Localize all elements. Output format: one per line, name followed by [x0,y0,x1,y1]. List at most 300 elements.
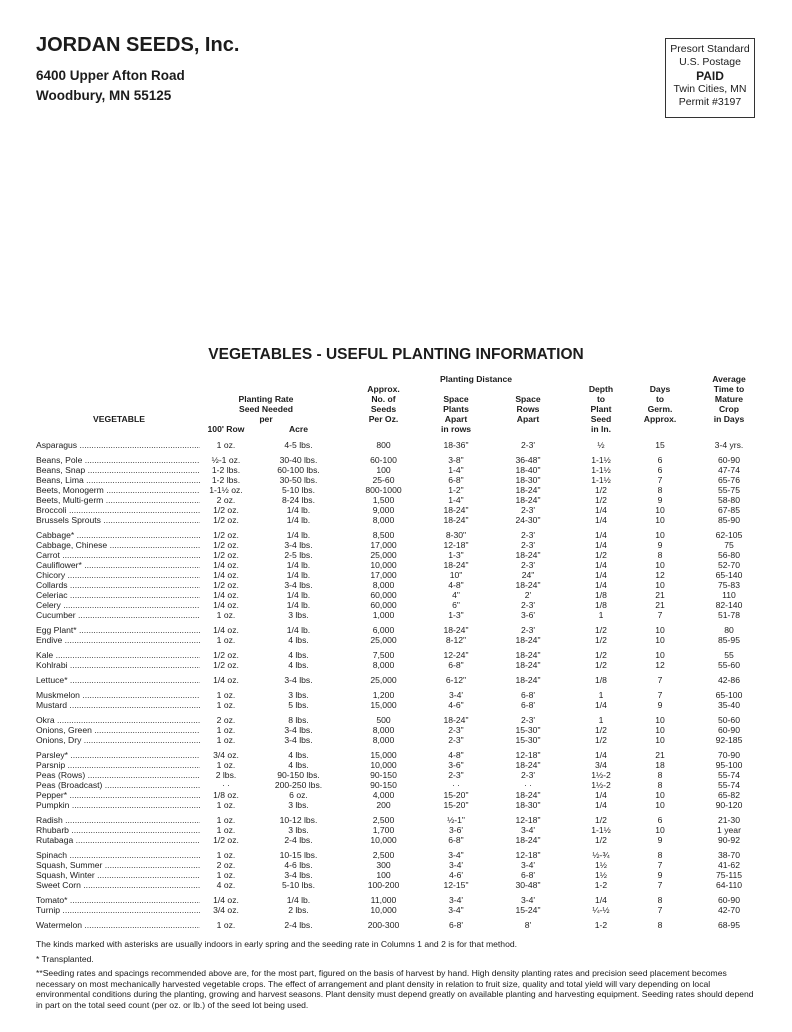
cell-seeds-per-oz: 15,000 [370,750,397,760]
table-row [36,825,760,835]
table-row [36,485,760,495]
note-seeding-rates: **Seeding rates and spacings recommended above are, for the most part, figured on the basis of harvest by hand. High density planting rates and precision seed placement becomes necessary on most mechanically harvested vegetable crops. The effect of arrangement and plant density in relation to fruit size, quality and total yield will vary depending on local environmental conditions during the planting, growing and harvest seasons. Plant density must depend greatly on available planting and harvesting equipment. Seeding rates should depend in part on the total seed count (per oz. or lb.) of the seed lot being used. [36,968,754,1010]
vegetable-name: Cauliflower* ..... [36,560,200,570]
cell-rate-100ft-row: 1 oz. [216,825,236,835]
cell-seeds-per-oz: 10,000 [370,835,397,845]
cell-space-rows: 24" [521,570,535,580]
cell-depth: 1/8 [595,590,607,600]
header-germ-days: Days to Germ. Approx. [643,384,677,424]
cell-germ-days: 8 [657,780,663,790]
cell-seeds-per-oz: 9,000 [372,505,395,515]
cell-space-rows: 3-6' [520,610,536,620]
cell-rate-acre: 2-4 lbs. [284,920,313,930]
cell-rate-100ft-row: 3/4 oz. [213,750,239,760]
cell-rate-acre: 6 oz. [289,790,308,800]
cell-depth: 1/4 [595,560,607,570]
cell-depth: ¼-½ [592,905,610,915]
cell-mature-days: 55-74 [718,770,740,780]
cell-rate-acre: 200-250 lbs. [274,780,323,790]
cell-rate-acre: 10-15 lbs. [279,850,318,860]
cell-space-rows: · · [523,780,533,790]
cell-depth: 1/4 [595,530,607,540]
cell-space-rows: 2-3' [520,530,536,540]
table-row [36,700,760,710]
vegetable-name: Squash, Winter ..... [36,870,200,880]
cell-seeds-per-oz: 8,000 [372,515,395,525]
cell-space-rows: 24-30" [515,515,541,525]
cell-rate-100ft-row: 1/4 oz. [213,560,239,570]
table-row [36,735,760,745]
cell-rate-100ft-row: 1/4 oz. [213,600,239,610]
cell-rate-acre: 1/4 lb. [286,560,311,570]
cell-mature-days: 62-105 [715,530,743,540]
cell-space-plants: ½-1" [447,815,465,825]
cell-depth: 1 [598,690,604,700]
cell-space-plants: 18-24" [443,715,469,725]
cell-depth: 1/4 [595,515,607,525]
cell-seeds-per-oz: 15,000 [370,700,397,710]
table-row [36,635,760,645]
cell-space-plants: 18-24" [443,560,469,570]
cell-space-rows: 18-24" [515,650,541,660]
vegetable-name: Peas (Rows) ..... [36,770,200,780]
cell-rate-acre: 3-4 lbs. [284,735,313,745]
cell-space-plants: 4-8" [448,580,464,590]
cell-depth: ½ [597,440,605,450]
cell-rate-acre: 10-12 lbs. [279,815,318,825]
cell-depth: 1/2 [595,725,607,735]
cell-germ-days: 10 [655,560,665,570]
vegetable-name: Muskmelon ..... [36,690,200,700]
vegetable-name: Beets, Monogerm ..... [36,485,200,495]
cell-germ-days: 9 [657,540,663,550]
table-row [36,750,760,760]
cell-mature-days: 65-140 [715,570,743,580]
cell-depth: 1/4 [595,895,607,905]
cell-mature-days: 42-86 [718,675,740,685]
cell-germ-days: 8 [657,920,663,930]
vegetable-name: Lettuce* ..... [36,675,200,685]
cell-rate-100ft-row: 2 oz. [216,860,236,870]
table-row [36,860,760,870]
table-row [36,815,760,825]
vegetable-name: Parsnip ..... [36,760,200,770]
cell-rate-100ft-row: 1/2 oz. [213,515,239,525]
vegetable-name: Beans, Lima ..... [36,475,200,485]
vegetable-name: Carrot ..... [36,550,200,560]
cell-germ-days: 9 [657,495,663,505]
cell-rate-100ft-row: 1 oz. [216,690,236,700]
cell-seeds-per-oz: 500 [376,715,391,725]
cell-mature-days: 56-80 [718,550,740,560]
cell-space-plants: 18-36" [443,440,469,450]
cell-space-plants: 18-24" [443,505,469,515]
cell-rate-acre: 2-5 lbs. [284,550,313,560]
table-row [36,600,760,610]
cell-rate-100ft-row: 1 oz. [216,920,236,930]
vegetable-name: Turnip ..... [36,905,200,915]
cell-rate-100ft-row: 2 oz. [216,715,236,725]
cell-rate-100ft-row: 2 lbs. [215,770,237,780]
cell-germ-days: 10 [655,735,665,745]
cell-germ-days: 7 [657,905,663,915]
cell-germ-days: 7 [657,860,663,870]
cell-seeds-per-oz: 6,000 [372,625,395,635]
table-row [36,465,760,475]
cell-rate-100ft-row: 1/2 oz. [213,530,239,540]
vegetable-name: Beans, Pole ..... [36,455,200,465]
cell-rate-acre: 4 lbs. [288,660,309,670]
cell-rate-acre: 2 lbs. [288,905,309,915]
cell-rate-100ft-row: 1-2 lbs. [211,465,241,475]
cell-seeds-per-oz: 4,000 [372,790,395,800]
cell-rate-acre: 1/4 lb. [286,600,311,610]
cell-germ-days: 10 [655,625,665,635]
cell-germ-days: 7 [657,690,663,700]
cell-rate-100ft-row: 1 oz. [216,635,236,645]
cell-germ-days: 21 [655,600,665,610]
cell-depth: 1-1½ [591,475,611,485]
vegetable-name: Asparagus ..... [36,440,200,450]
cell-rate-100ft-row: 2 oz. [216,495,236,505]
vegetable-name: Pepper* ..... [36,790,200,800]
cell-germ-days: 10 [655,725,665,735]
vegetable-name: Cucumber ..... [36,610,200,620]
vegetable-name: Radish ..... [36,815,200,825]
table-row [36,800,760,810]
cell-germ-days: 7 [657,610,663,620]
cell-rate-acre: 4 lbs. [288,760,309,770]
cell-space-rows: 2-3' [520,440,536,450]
cell-rate-100ft-row: 1 oz. [216,760,236,770]
cell-mature-days: 51-78 [718,610,740,620]
cell-space-rows: 15-30" [515,725,541,735]
cell-mature-days: 90-120 [715,800,743,810]
cell-space-plants: 6-8" [448,475,464,485]
cell-space-rows: 18-24" [515,835,541,845]
cell-rate-acre: 1/4 lb. [286,505,311,515]
cell-rate-100ft-row: 1/2 oz. [213,550,239,560]
cell-seeds-per-oz: 60,000 [370,600,397,610]
table-row [36,570,760,580]
cell-space-rows: 6-8' [520,870,536,880]
cell-mature-days: 3-4 yrs. [714,440,744,450]
cell-mature-days: 70-90 [718,750,740,760]
cell-space-plants: 4" [452,590,460,600]
cell-seeds-per-oz: 8,000 [372,660,395,670]
cell-mature-days: 1 year [717,825,741,835]
cell-mature-days: 55-75 [718,485,740,495]
cell-germ-days: 8 [657,485,663,495]
cell-rate-acre: 60-100 lbs. [277,465,320,475]
cell-germ-days: 9 [657,700,663,710]
cell-space-plants: 1-2" [448,485,464,495]
cell-germ-days: 10 [655,715,665,725]
cell-rate-acre: 3-4 lbs. [284,725,313,735]
cell-space-plants: 8-12" [445,635,467,645]
cell-rate-100ft-row: 1 oz. [216,440,236,450]
cell-rate-100ft-row: 1-1½ oz. [209,485,243,495]
cell-rate-100ft-row: 1/2 oz. [213,540,239,550]
cell-space-rows: 18-24" [515,550,541,560]
cell-depth: 1/4 [595,800,607,810]
cell-rate-100ft-row: 1 oz. [216,815,236,825]
cell-space-rows: 18-24" [515,660,541,670]
cell-seeds-per-oz: 17,000 [370,570,397,580]
cell-depth: 1/2 [595,835,607,845]
cell-rate-acre: 4-5 lbs. [284,440,313,450]
vegetable-name: Beans, Snap ..... [36,465,200,475]
cell-space-plants: 18-24" [443,625,469,635]
cell-rate-acre: 3 lbs. [288,800,309,810]
table-row [36,660,760,670]
cell-depth: 1/4 [595,750,607,760]
cell-depth: 1/4 [595,540,607,550]
cell-space-plants: 12-18" [443,540,469,550]
table-row [36,835,760,845]
cell-depth: 1-2 [594,880,608,890]
table-row [36,530,760,540]
cell-seeds-per-oz: 8,500 [372,530,395,540]
cell-mature-days: 50-60 [718,715,740,725]
cell-depth: 1/4 [595,570,607,580]
cell-seeds-per-oz: 11,000 [370,895,397,905]
cell-space-rows: 30-48" [515,880,541,890]
header-acre: Acre [288,424,309,434]
cell-seeds-per-oz: 2,500 [372,815,395,825]
cell-seeds-per-oz: 7,500 [372,650,395,660]
cell-mature-days: 35-40 [718,700,740,710]
cell-rate-100ft-row: 1 oz. [216,610,236,620]
cell-space-plants: 3-8" [448,455,464,465]
table-row [36,690,760,700]
table-row [36,610,760,620]
cell-seeds-per-oz: 200 [376,800,391,810]
cell-rate-100ft-row: 1/4 oz. [213,895,239,905]
table-row [36,650,760,660]
cell-space-plants: 6-8" [448,660,464,670]
cell-mature-days: 68-95 [718,920,740,930]
vegetable-name: Pumpkin ..... [36,800,200,810]
cell-rate-acre: 1/4 lb. [286,530,311,540]
cell-rate-acre: 4 lbs. [288,650,309,660]
cell-germ-days: 15 [655,440,665,450]
cell-rate-100ft-row: 1/2 oz. [213,660,239,670]
table-row [36,625,760,635]
cell-rate-100ft-row: 1/2 oz. [213,580,239,590]
cell-seeds-per-oz: 300 [376,860,391,870]
cell-seeds-per-oz: 10,000 [370,560,397,570]
cell-space-plants: 18-24" [443,515,469,525]
cell-space-rows: 6-8' [520,700,536,710]
cell-rate-100ft-row: 1 oz. [216,800,236,810]
cell-depth: 1/4 [595,700,607,710]
cell-mature-days: 82-140 [715,600,743,610]
cell-mature-days: 64-110 [715,880,743,890]
cell-mature-days: 52-70 [718,560,740,570]
cell-depth: 1/2 [595,660,607,670]
vegetable-name: Peas (Broadcast) ..... [36,780,200,790]
cell-seeds-per-oz: 1,200 [372,690,395,700]
cell-depth: 1½ [595,860,607,870]
cell-rate-acre: 4-6 lbs. [284,860,313,870]
cell-seeds-per-oz: 8,000 [372,725,395,735]
table-row [36,580,760,590]
vegetable-name: Rutabaga ..... [36,835,200,845]
cell-depth: 1½-2 [591,780,611,790]
cell-rate-acre: 1/4 lb. [286,570,311,580]
cell-mature-days: 80 [724,625,734,635]
vegetable-name: Squash, Summer ..... [36,860,200,870]
header-100ft-row: 100' Row [207,424,245,434]
cell-seeds-per-oz: 17,000 [370,540,397,550]
cell-space-rows: 15-30" [515,735,541,745]
cell-rate-100ft-row: ½-1 oz. [211,455,241,465]
cell-germ-days: 21 [655,590,665,600]
cell-space-rows: 18-24" [515,635,541,645]
cell-depth: 1-1½ [591,455,611,465]
vegetable-name: Watermelon ..... [36,920,200,930]
table-row [36,515,760,525]
cell-germ-days: 6 [657,465,663,475]
cell-space-plants: 4-6' [448,870,464,880]
cell-germ-days: 8 [657,770,663,780]
cell-depth: 1/4 [595,505,607,515]
cell-space-plants: 1-4" [448,465,464,475]
cell-space-plants: 3-6' [448,825,464,835]
table-row [36,505,760,515]
cell-rate-acre: 5 lbs. [288,700,309,710]
postage-indicia [665,38,755,118]
cell-mature-days: 92-185 [715,735,743,745]
cell-rate-acre: 1/4 lb. [286,895,311,905]
cell-mature-days: 47-74 [718,465,740,475]
cell-space-rows: 18-24" [515,580,541,590]
footnotes [36,939,758,1014]
postage-line-city: Twin Cities, MN [673,83,747,95]
vegetable-name: Endive ..... [36,635,200,645]
cell-germ-days: 12 [655,660,665,670]
cell-seeds-per-oz: 100 [376,870,391,880]
cell-depth: 1/2 [595,815,607,825]
vegetable-name: Spinach ..... [36,850,200,860]
cell-mature-days: 95-100 [715,760,743,770]
vegetable-name: Brussels Sprouts ..... [36,515,200,525]
cell-rate-100ft-row: 1 oz. [216,870,236,880]
vegetable-name: Sweet Corn ..... [36,880,200,890]
cell-mature-days: 41-62 [718,860,740,870]
vegetable-name: Celery ..... [36,600,200,610]
cell-mature-days: 21-30 [718,815,740,825]
cell-space-rows: 12-18" [515,750,541,760]
vegetable-name: Collards ..... [36,580,200,590]
vegetable-name: Onions, Dry ..... [36,735,200,745]
cell-space-rows: 2-3' [520,715,536,725]
cell-space-rows: 8' [524,920,532,930]
cell-rate-acre: 3 lbs. [288,825,309,835]
cell-mature-days: 55-74 [718,780,740,790]
cell-space-rows: 18-30" [515,800,541,810]
cell-rate-100ft-row: 1 oz. [216,700,236,710]
cell-mature-days: 55 [724,650,734,660]
header-mature-days: Average Time to Mature Crop in Days [712,374,746,424]
cell-depth: 1/4 [595,790,607,800]
cell-space-rows: 12-18" [515,815,541,825]
cell-mature-days: 110 [722,590,736,600]
cell-space-plants: 4-8" [448,750,464,760]
cell-germ-days: 10 [655,800,665,810]
cell-mature-days: 75-115 [715,870,743,880]
cell-rate-100ft-row: 1/4 oz. [213,590,239,600]
cell-germ-days: 7 [657,475,663,485]
cell-germ-days: 9 [657,870,663,880]
table-row [36,590,760,600]
header-planting-distance: Planting Distance [439,374,513,384]
cell-germ-days: 10 [655,530,665,540]
note-transplanted: * Transplanted. [36,953,94,964]
cell-germ-days: 9 [657,835,663,845]
postage-paid: PAID [696,69,724,83]
cell-rate-100ft-row: 1/8 oz. [213,790,239,800]
cell-space-plants: 3-4" [448,905,464,915]
cell-space-plants: 2-3" [448,770,464,780]
cell-depth: 1-1½ [591,465,611,475]
table-row [36,550,760,560]
cell-rate-acre: 4 lbs. [288,750,309,760]
table-row [36,780,760,790]
cell-germ-days: 8 [657,850,663,860]
vegetable-name: Cabbage* ..... [36,530,200,540]
vegetable-name: Onions, Green ..... [36,725,200,735]
cell-space-rows: 2' [524,590,532,600]
cell-rate-100ft-row: 1/4 oz. [213,625,239,635]
cell-space-rows: 6-8' [520,690,536,700]
cell-germ-days: 10 [655,790,665,800]
cell-rate-acre: 30-50 lbs. [279,475,318,485]
cell-space-plants: 12-15" [443,880,469,890]
cell-rate-100ft-row: 1-2 lbs. [211,475,241,485]
cell-depth: ½-¾ [592,850,610,860]
cell-rate-acre: 8 lbs. [288,715,309,725]
cell-space-plants: 8-30" [445,530,467,540]
cell-space-plants: 10" [449,570,463,580]
cell-rate-acre: 30-40 lbs. [279,455,318,465]
table-row [36,850,760,860]
cell-rate-100ft-row: 1/2 oz. [213,650,239,660]
header-planting-rate: Planting Rate Seed Needed per [238,394,294,424]
cell-rate-100ft-row: 1 oz. [216,735,236,745]
cell-rate-100ft-row: 3/4 oz. [213,905,239,915]
cell-mature-days: 75 [724,540,734,550]
vegetable-name: Tomato* ..... [36,895,200,905]
cell-rate-acre: 3 lbs. [288,690,309,700]
vegetable-name: Okra ..... [36,715,200,725]
cell-germ-days: 6 [657,815,663,825]
cell-rate-acre: 3-4 lbs. [284,540,313,550]
cell-depth: 1/2 [595,495,607,505]
header-vegetable: VEGETABLE [93,414,145,424]
cell-seeds-per-oz: 25,000 [370,550,397,560]
cell-space-plants: 3-4" [448,850,464,860]
cell-space-plants: 6-12" [445,675,467,685]
cell-depth: 1/2 [595,485,607,495]
cell-space-plants: 3-6" [448,760,464,770]
cell-space-rows: 2-3' [520,540,536,550]
cell-space-plants: 3-4' [448,860,464,870]
cell-germ-days: 21 [655,750,665,760]
cell-rate-acre: 2-4 lbs. [284,835,313,845]
postage-line-class: Presort Standard [670,43,750,55]
